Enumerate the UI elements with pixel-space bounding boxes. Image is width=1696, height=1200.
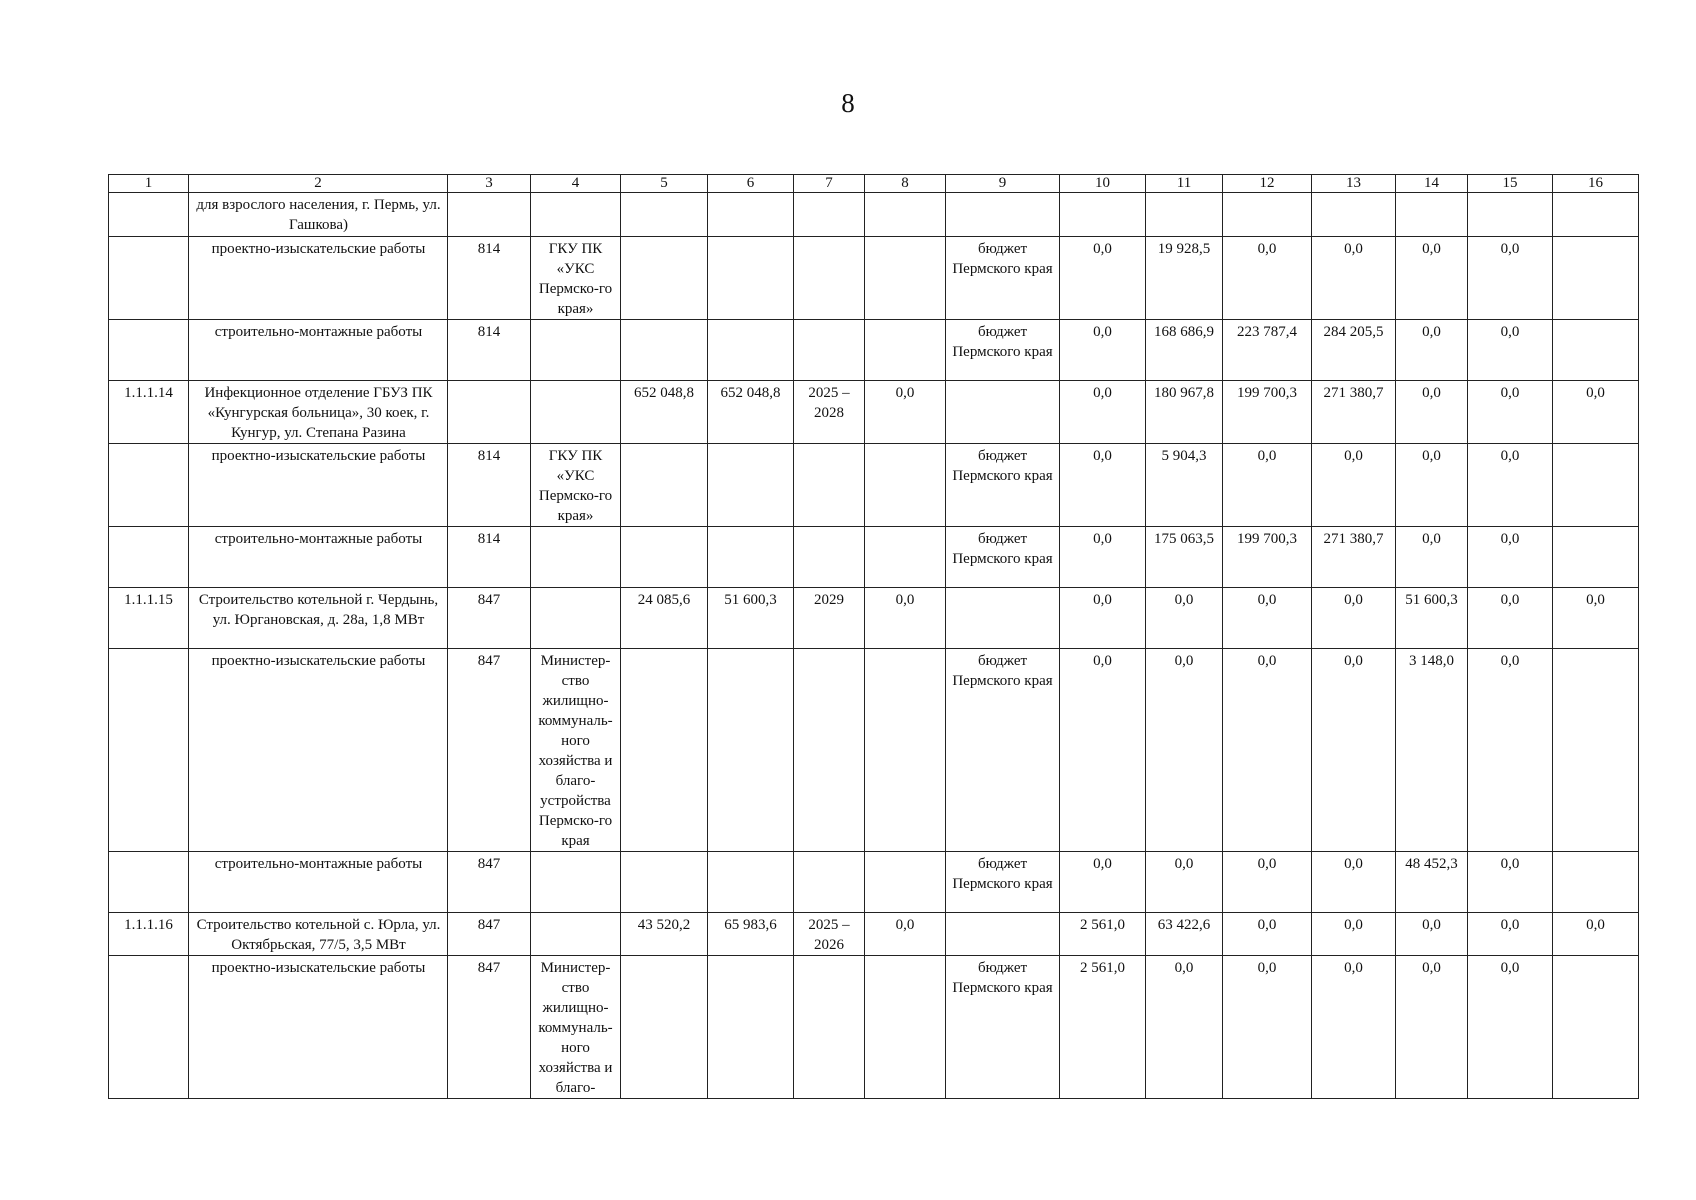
value-cell: 0,0 [1396, 913, 1468, 956]
funding-source-cell [946, 913, 1060, 956]
value-cell: 0,0 [1146, 588, 1223, 649]
column-number-cell: 11 [1146, 175, 1223, 193]
value-cell: 0,0 [1060, 237, 1146, 320]
column-number-cell: 16 [1553, 175, 1639, 193]
value-cell [794, 237, 865, 320]
value-cell: 652 048,8 [621, 381, 708, 444]
value-cell [1312, 193, 1396, 237]
table-row [109, 237, 1639, 320]
item-code-cell: 1.1.1.15 [109, 588, 189, 649]
value-cell: 0,0 [1312, 649, 1396, 852]
value-cell [621, 852, 708, 913]
item-code-cell [109, 527, 189, 588]
value-cell: 0,0 [1312, 237, 1396, 320]
value-cell [794, 193, 865, 237]
value-cell [794, 527, 865, 588]
table-row [109, 381, 1639, 444]
table-row [109, 649, 1639, 852]
value-cell: 271 380,7 [1312, 381, 1396, 444]
value-cell [865, 237, 946, 320]
value-cell: 0,0 [1468, 381, 1553, 444]
value-cell: 2029 [794, 588, 865, 649]
value-cell: 43 520,2 [621, 913, 708, 956]
funding-source-cell [946, 381, 1060, 444]
value-cell: 175 063,5 [1146, 527, 1223, 588]
value-cell: 0,0 [1223, 649, 1312, 852]
value-cell: 168 686,9 [1146, 320, 1223, 381]
column-number-cell: 15 [1468, 175, 1553, 193]
code-cell: 814 [448, 527, 531, 588]
value-cell: 0,0 [865, 381, 946, 444]
value-cell [621, 956, 708, 1099]
value-cell: 0,0 [1468, 444, 1553, 527]
value-cell: 0,0 [1396, 320, 1468, 381]
value-cell [708, 444, 794, 527]
value-cell: 0,0 [1396, 381, 1468, 444]
value-cell: 0,0 [1223, 444, 1312, 527]
value-cell [708, 320, 794, 381]
value-cell [1060, 193, 1146, 237]
value-cell: 0,0 [1312, 444, 1396, 527]
table-row [109, 852, 1639, 913]
value-cell: 0,0 [1396, 237, 1468, 320]
value-cell: 0,0 [1060, 852, 1146, 913]
value-cell: 48 452,3 [1396, 852, 1468, 913]
value-cell: 180 967,8 [1146, 381, 1223, 444]
column-number-cell: 12 [1223, 175, 1312, 193]
value-cell: 51 600,3 [708, 588, 794, 649]
value-cell: 199 700,3 [1223, 527, 1312, 588]
value-cell [1223, 193, 1312, 237]
value-cell [1396, 193, 1468, 237]
code-cell: 814 [448, 444, 531, 527]
value-cell: 0,0 [865, 913, 946, 956]
value-cell: 199 700,3 [1223, 381, 1312, 444]
value-cell: 0,0 [865, 588, 946, 649]
item-code-cell [109, 237, 189, 320]
value-cell: 0,0 [1468, 588, 1553, 649]
value-cell [708, 237, 794, 320]
value-cell: 0,0 [1312, 852, 1396, 913]
organization-cell [531, 381, 621, 444]
value-cell [1553, 320, 1639, 381]
item-name-cell: Строительство котельной г. Чердынь, ул. Юргановская, д. 28а, 1,8 МВт [189, 588, 448, 649]
value-cell: 0,0 [1468, 956, 1553, 1099]
column-number-row [109, 175, 1639, 193]
value-cell: 0,0 [1396, 527, 1468, 588]
value-cell: 284 205,5 [1312, 320, 1396, 381]
item-code-cell [109, 649, 189, 852]
value-cell: 0,0 [1553, 588, 1639, 649]
value-cell [865, 320, 946, 381]
value-cell: 652 048,8 [708, 381, 794, 444]
value-cell: 0,0 [1223, 913, 1312, 956]
value-cell: 65 983,6 [708, 913, 794, 956]
code-cell: 847 [448, 852, 531, 913]
value-cell [708, 649, 794, 852]
value-cell: 0,0 [1553, 913, 1639, 956]
funding-source-cell: бюджет Пермского края [946, 649, 1060, 852]
value-cell [794, 649, 865, 852]
organization-cell: Министер-ство жилищно-коммуналь-ного хозяйства и благо- [531, 956, 621, 1099]
item-code-cell [109, 320, 189, 381]
value-cell: 0,0 [1223, 588, 1312, 649]
value-cell [865, 193, 946, 237]
value-cell [865, 444, 946, 527]
value-cell: 0,0 [1060, 588, 1146, 649]
funding-source-cell: бюджет Пермского края [946, 527, 1060, 588]
organization-cell: Министер-ство жилищно-коммуналь-ного хозяйства и благо-устройства Пермско-го края [531, 649, 621, 852]
value-cell: 19 928,5 [1146, 237, 1223, 320]
value-cell [1553, 649, 1639, 852]
organization-cell: ГКУ ПК «УКС Пермско-го края» [531, 237, 621, 320]
funding-source-cell: бюджет Пермского края [946, 444, 1060, 527]
value-cell [1553, 527, 1639, 588]
column-number-cell: 7 [794, 175, 865, 193]
value-cell [865, 956, 946, 1099]
code-cell: 847 [448, 956, 531, 1099]
value-cell: 0,0 [1468, 649, 1553, 852]
organization-cell [531, 852, 621, 913]
organization-cell [531, 588, 621, 649]
value-cell: 271 380,7 [1312, 527, 1396, 588]
column-number-cell: 8 [865, 175, 946, 193]
value-cell [794, 320, 865, 381]
value-cell [708, 852, 794, 913]
value-cell: 223 787,4 [1223, 320, 1312, 381]
table-row [109, 956, 1639, 1099]
value-cell [794, 444, 865, 527]
value-cell [1553, 444, 1639, 527]
item-name-cell: проектно-изыскательские работы [189, 237, 448, 320]
column-number-cell: 14 [1396, 175, 1468, 193]
value-cell: 0,0 [1396, 444, 1468, 527]
item-code-cell: 1.1.1.16 [109, 913, 189, 956]
value-cell [794, 852, 865, 913]
value-cell [1553, 193, 1639, 237]
value-cell: 0,0 [1468, 527, 1553, 588]
value-cell: 2 561,0 [1060, 956, 1146, 1099]
code-cell: 847 [448, 649, 531, 852]
value-cell [708, 193, 794, 237]
value-cell: 0,0 [1223, 956, 1312, 1099]
column-number-cell: 9 [946, 175, 1060, 193]
value-cell [865, 527, 946, 588]
funding-source-cell: бюджет Пермского края [946, 852, 1060, 913]
value-cell: 0,0 [1468, 913, 1553, 956]
value-cell: 0,0 [1396, 956, 1468, 1099]
value-cell [1146, 193, 1223, 237]
column-number-cell: 1 [109, 175, 189, 193]
column-number-cell: 3 [448, 175, 531, 193]
organization-cell [531, 193, 621, 237]
code-cell: 847 [448, 588, 531, 649]
value-cell [1553, 852, 1639, 913]
value-cell [865, 852, 946, 913]
value-cell: 0,0 [1060, 320, 1146, 381]
table-row [109, 913, 1639, 956]
code-cell [448, 193, 531, 237]
value-cell [621, 444, 708, 527]
value-cell [621, 193, 708, 237]
value-cell [1553, 237, 1639, 320]
value-cell [621, 649, 708, 852]
code-cell [448, 381, 531, 444]
value-cell: 0,0 [1553, 381, 1639, 444]
funding-source-cell [946, 588, 1060, 649]
value-cell: 0,0 [1312, 913, 1396, 956]
value-cell: 63 422,6 [1146, 913, 1223, 956]
value-cell: 2025 – 2028 [794, 381, 865, 444]
value-cell: 0,0 [1060, 444, 1146, 527]
table-row [109, 193, 1639, 237]
value-cell: 0,0 [1146, 956, 1223, 1099]
value-cell [1553, 956, 1639, 1099]
code-cell: 814 [448, 320, 531, 381]
organization-cell: ГКУ ПК «УКС Пермско-го края» [531, 444, 621, 527]
funding-source-cell [946, 193, 1060, 237]
value-cell [1468, 193, 1553, 237]
value-cell: 0,0 [1312, 588, 1396, 649]
table-row [109, 527, 1639, 588]
value-cell: 0,0 [1468, 852, 1553, 913]
item-code-cell [109, 852, 189, 913]
value-cell [708, 527, 794, 588]
value-cell: 0,0 [1312, 956, 1396, 1099]
value-cell: 24 085,6 [621, 588, 708, 649]
item-code-cell [109, 956, 189, 1099]
table-row [109, 588, 1639, 649]
value-cell [621, 237, 708, 320]
column-number-cell: 10 [1060, 175, 1146, 193]
value-cell: 0,0 [1146, 852, 1223, 913]
column-number-cell: 4 [531, 175, 621, 193]
item-code-cell: 1.1.1.14 [109, 381, 189, 444]
value-cell [794, 956, 865, 1099]
item-name-cell: проектно-изыскательские работы [189, 444, 448, 527]
value-cell: 5 904,3 [1146, 444, 1223, 527]
column-number-cell: 5 [621, 175, 708, 193]
value-cell: 0,0 [1146, 649, 1223, 852]
value-cell: 0,0 [1468, 237, 1553, 320]
value-cell: 0,0 [1060, 649, 1146, 852]
value-cell: 0,0 [1060, 381, 1146, 444]
item-name-cell: строительно-монтажные работы [189, 852, 448, 913]
funding-source-cell: бюджет Пермского края [946, 956, 1060, 1099]
item-name-cell: строительно-монтажные работы [189, 527, 448, 588]
column-number-cell: 6 [708, 175, 794, 193]
column-number-cell: 13 [1312, 175, 1396, 193]
item-name-cell: строительно-монтажные работы [189, 320, 448, 381]
value-cell [621, 527, 708, 588]
value-cell: 2 561,0 [1060, 913, 1146, 956]
value-cell: 3 148,0 [1396, 649, 1468, 852]
table-row [109, 444, 1639, 527]
funding-source-cell: бюджет Пермского края [946, 237, 1060, 320]
organization-cell [531, 527, 621, 588]
item-name-cell: проектно-изыскательские работы [189, 649, 448, 852]
value-cell [708, 956, 794, 1099]
item-code-cell [109, 444, 189, 527]
item-name-cell: Инфекционное отделение ГБУЗ ПК «Кунгурская больница», 30 коек, г. Кунгур, ул. Степана Разина [189, 381, 448, 444]
table-row [109, 320, 1639, 381]
value-cell: 0,0 [1060, 527, 1146, 588]
code-cell: 814 [448, 237, 531, 320]
organization-cell [531, 913, 621, 956]
item-name-cell: для взрослого населения, г. Пермь, ул. Гашкова) [189, 193, 448, 237]
value-cell [621, 320, 708, 381]
value-cell: 2025 – 2026 [794, 913, 865, 956]
column-number-cell: 2 [189, 175, 448, 193]
organization-cell [531, 320, 621, 381]
item-code-cell [109, 193, 189, 237]
budget-table [108, 174, 1639, 1099]
code-cell: 847 [448, 913, 531, 956]
item-name-cell: проектно-изыскательские работы [189, 956, 448, 1099]
value-cell: 0,0 [1223, 852, 1312, 913]
value-cell [865, 649, 946, 852]
funding-source-cell: бюджет Пермского края [946, 320, 1060, 381]
page-number: 8 [841, 88, 855, 118]
item-name-cell: Строительство котельной с. Юрла, ул. Октябрьская, 77/5, 3,5 МВт [189, 913, 448, 956]
value-cell: 0,0 [1468, 320, 1553, 381]
value-cell: 51 600,3 [1396, 588, 1468, 649]
value-cell: 0,0 [1223, 237, 1312, 320]
